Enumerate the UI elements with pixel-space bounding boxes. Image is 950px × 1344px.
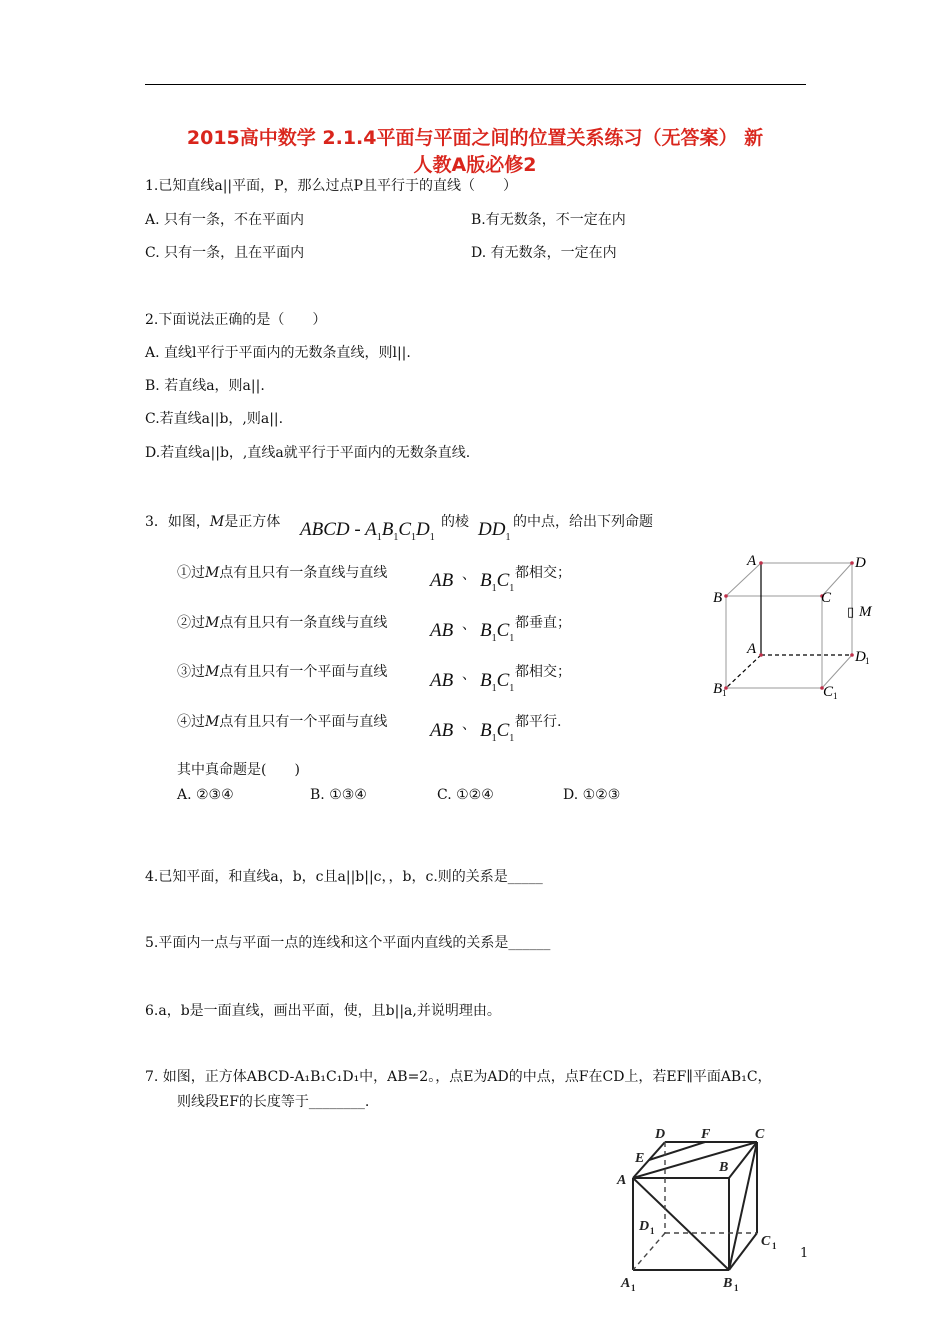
label-a1: A bbox=[621, 1276, 631, 1291]
label-b: B bbox=[713, 590, 723, 606]
cube-vertex bbox=[759, 653, 763, 657]
q6-text: 6.a，b是一面直线，画出平面，使，且b||a,并说明理由。 bbox=[145, 1003, 501, 1019]
svg-text:1: 1 bbox=[631, 1283, 636, 1293]
q3-stem bbox=[145, 513, 280, 531]
label-c1: C bbox=[823, 684, 834, 700]
q3-suffix: 的中点，给出下列命题 bbox=[513, 514, 653, 530]
page-number: 1 bbox=[800, 1246, 809, 1261]
q3-m: M bbox=[209, 514, 225, 530]
svg-text:1: 1 bbox=[734, 1283, 739, 1293]
q3-cube-name: ABCD - $A_1B_1C_1D_1$ bbox=[300, 519, 435, 543]
q5-text: 5.平面内一点与平面一点的连线和这个平面内直线的关系是______ bbox=[145, 935, 551, 951]
q7-cube-figure bbox=[605, 1120, 790, 1295]
label-c: C bbox=[821, 590, 832, 606]
document-title bbox=[130, 125, 820, 179]
label-m-box: ▯ bbox=[847, 604, 855, 619]
q3-mid2: 的棱 bbox=[441, 514, 469, 530]
title-line-2: 人教A版必修2 bbox=[413, 154, 537, 176]
q1-stem: 1.已知直线a||平面，P，那么过点P且平行于的直线（ ） bbox=[145, 178, 517, 194]
cube-hidden-edge bbox=[633, 1233, 665, 1270]
q3-option-d: D. ①②③ bbox=[563, 787, 621, 803]
label-d: D bbox=[655, 1127, 666, 1142]
title-line-1: 2015高中数学 2.1.4平面与平面之间的位置关系练习（无答案） 新 bbox=[186, 127, 764, 149]
header-rule bbox=[145, 84, 806, 85]
svg-text:1: 1 bbox=[833, 691, 838, 701]
q2-option-a: A. 直线l平行于平面内的无数条直线，则l||. bbox=[145, 345, 411, 361]
q7-line-2: 则线段EF的长度等于________. bbox=[177, 1094, 370, 1110]
svg-text:1: 1 bbox=[865, 656, 870, 666]
svg-text:1: 1 bbox=[772, 1241, 777, 1251]
q3-cube-figure bbox=[700, 545, 890, 705]
q3-prefix: 3．如图， bbox=[145, 514, 210, 530]
svg-text:1: 1 bbox=[722, 688, 727, 698]
label-c1: C bbox=[761, 1234, 771, 1249]
cube-vertex bbox=[724, 594, 728, 598]
label-b1: B bbox=[713, 681, 723, 697]
q3-mid1: 是正方体 bbox=[224, 514, 281, 530]
label-a1: A bbox=[747, 641, 757, 657]
label-d1: D bbox=[639, 1219, 650, 1234]
label-a: A bbox=[617, 1173, 627, 1188]
cube-vertex bbox=[759, 561, 763, 565]
label-e: E bbox=[635, 1151, 645, 1166]
svg-text:1: 1 bbox=[650, 1226, 655, 1236]
q1-option-a: A. 只有一条，不在平面内 bbox=[145, 212, 305, 228]
q3-option-b: B. ①③④ bbox=[310, 787, 367, 803]
label-a: A bbox=[747, 553, 757, 569]
q4-text: 4.已知平面，和直线a，b，c且a||b||c，，b，c.则的关系是_____ bbox=[145, 869, 543, 885]
q1-option-c: C. 只有一条，且在平面内 bbox=[145, 245, 305, 261]
q2-option-c: C.若直线a||b，,则a||. bbox=[145, 411, 284, 427]
q3-option-c: C. ①②④ bbox=[437, 787, 494, 803]
q2-option-d: D.若直线a||b，,直线a就平行于平面内的无数条直线. bbox=[145, 445, 471, 461]
q3-which: 其中真命题是( ) bbox=[177, 762, 300, 778]
q1-option-d: D. 有无数条，一定在内 bbox=[471, 245, 617, 261]
label-m: M bbox=[859, 604, 872, 620]
label-d: D bbox=[855, 555, 866, 571]
cube-hidden-edge bbox=[726, 655, 761, 688]
cube-vertex bbox=[850, 653, 854, 657]
label-b: B bbox=[719, 1160, 729, 1175]
q3-option-a: A. ②③④ bbox=[177, 787, 234, 803]
label-b1: B bbox=[723, 1276, 733, 1291]
q3-edge: $DD_1$ bbox=[478, 519, 511, 543]
q7-line-1: 7. 如图，正方体ABCD-A₁B₁C₁D₁中，AB=2。，点E为AD的中点，点F在CD上，若EF∥平面AB₁C， bbox=[145, 1069, 772, 1085]
q2-option-b: B. 若直线a，则a||. bbox=[145, 378, 265, 394]
q2-stem: 2.下面说法正确的是（ ） bbox=[145, 312, 327, 328]
cube-vertex bbox=[850, 561, 854, 565]
label-d1: D bbox=[855, 649, 866, 665]
label-f: F bbox=[701, 1127, 711, 1142]
label-c: C bbox=[755, 1127, 765, 1142]
q1-option-b: B.有无数条，不一定在内 bbox=[471, 212, 626, 228]
